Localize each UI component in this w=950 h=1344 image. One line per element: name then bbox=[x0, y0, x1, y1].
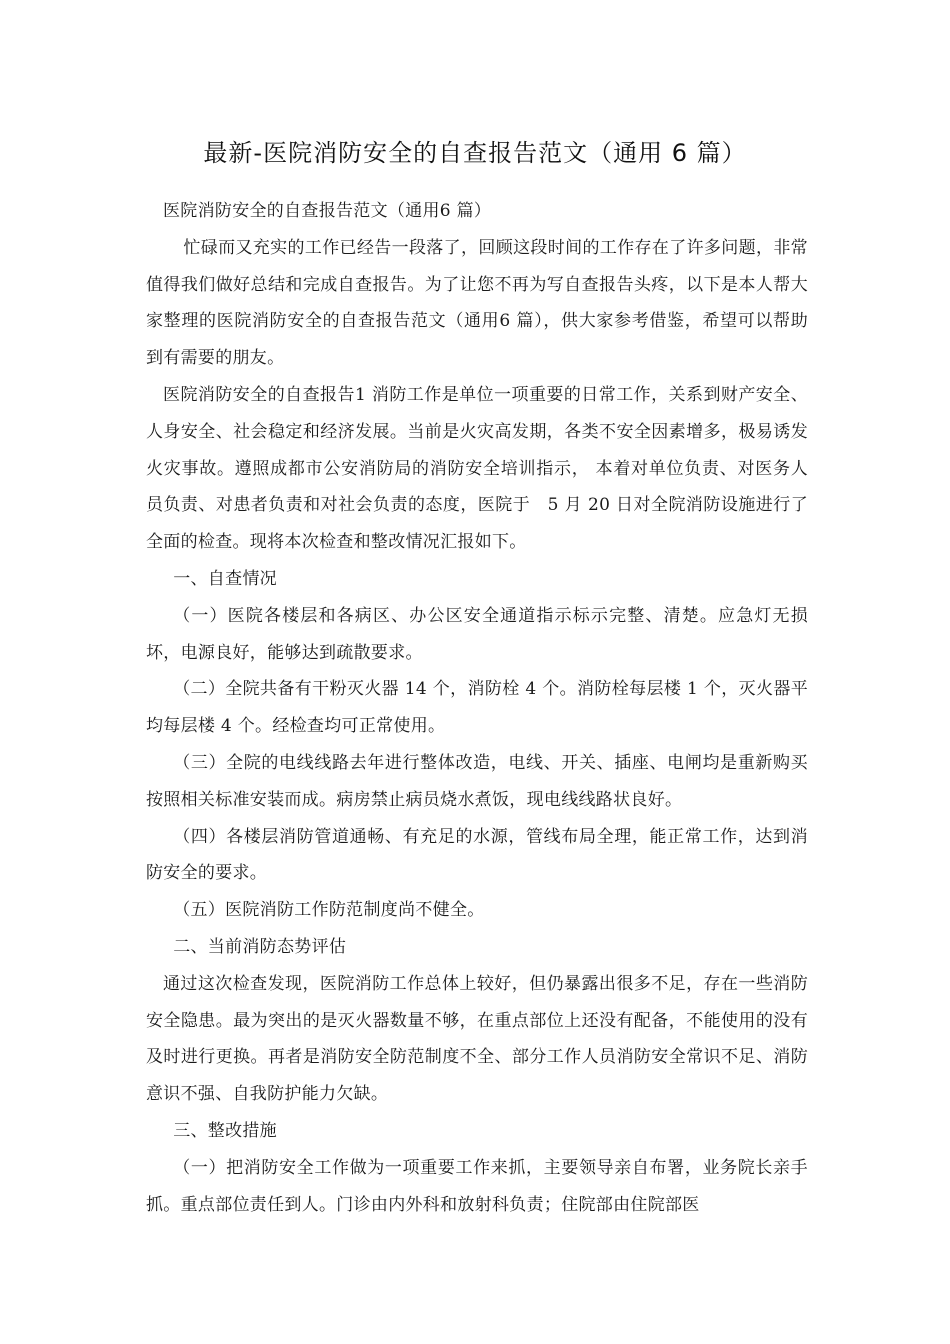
assessment-paragraph: 通过这次检查发现，医院消防工作总体上较好，但仍暴露出很多不足，存在一些消防安全隐患。最为突出的是灭火器数量不够，在重点部位上还没有配备，不能使用的没有及时进行更换。再者是消防安全防范制度不全、部分工作人员消防安全常识不足、消防意识不强、自我防护能力欠缺。 bbox=[146, 973, 808, 1105]
self-check-item-3: （三）全院的电线线路去年进行整体改造，电线、开关、插座、电闸均是重新购买按照相关标准安装而成。病房禁止病员烧水煮饭，现电线线路状良好。 bbox=[146, 752, 808, 810]
section-heading-self-check: 一、自查情况 bbox=[173, 568, 277, 589]
document-subtitle: 医院消防安全的自查报告范文（通用6 篇） bbox=[163, 201, 492, 221]
report-1-paragraph: 医院消防安全的自查报告1 消防工作是单位一项重要的日常工作，关系到财产安全、人身安全、社会稳定和经济发展。当前是火灾高发期，各类不安全因素增多，极易诱发火灾事故。遵照成都市公安消防局的消防安全培训指示， 本着对单位负责、对医务人员负责、对患者负责和对社会负责的态度，医院于 5 月 20 日对全院消防设施进行了全面的检查。现将本次检查和整改情况汇报如下。 bbox=[146, 384, 808, 553]
rectification-item-1: （一）把消防安全工作做为一项重要工作来抓，主要领导亲自布署，业务院长亲手抓。重点部位责任到人。门诊由内外科和放射科负责；住院部由住院部医 bbox=[146, 1157, 808, 1215]
section-heading-assessment: 二、当前消防态势评估 bbox=[173, 936, 347, 957]
document-body bbox=[146, 193, 808, 1223]
self-check-item-5: （五）医院消防工作防范制度尚不健全。 bbox=[173, 900, 485, 921]
self-check-item-2: （二）全院共备有干粉灭火器 14 个，消防栓 4 个。消防栓每层楼 1 个，灭火器平均每层楼 4 个。经检查均可正常使用。 bbox=[146, 679, 808, 737]
document-title: 最新-医院消防安全的自查报告范文（通用 6 篇） bbox=[203, 139, 747, 167]
self-check-item-1: （一）医院各楼层和各病区、办公区安全通道指示标示完整、清楚。应急灯无损坏，电源良好，能够达到疏散要求。 bbox=[146, 605, 808, 663]
section-heading-rectification: 三、整改措施 bbox=[173, 1120, 277, 1141]
self-check-item-4: （四）各楼层消防管道通畅、有充足的水源，管线布局全理，能正常工作，达到消防安全的要求。 bbox=[146, 826, 808, 884]
intro-paragraph: 忙碌而又充实的工作已经告一段落了，回顾这段时间的工作存在了许多问题，非常值得我们做好总结和完成自查报告。为了让您不再为写自查报告头疼，以下是本人帮大家整理的医院消防安全的自查报告范文（通用6 篇），供大家参考借鉴，希望可以帮助到有需要的朋友。 bbox=[146, 237, 808, 369]
